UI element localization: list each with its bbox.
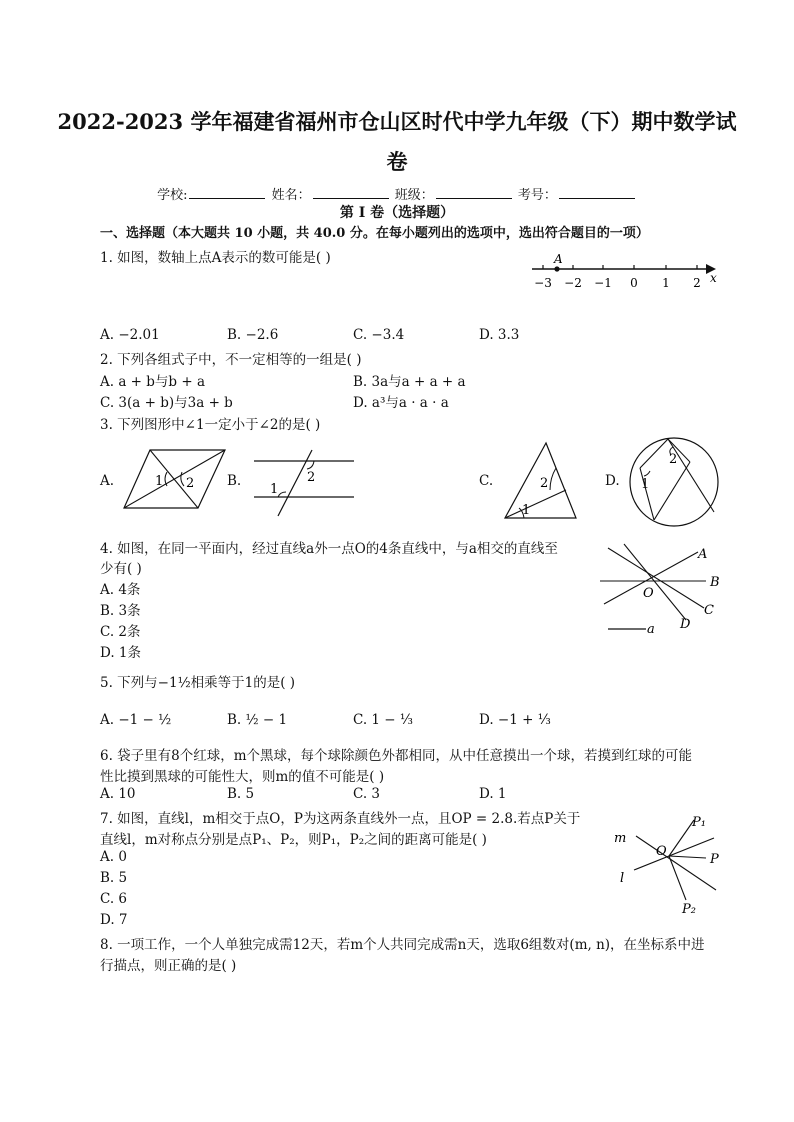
q6-option-d[interactable]: D. 1 <box>479 786 507 802</box>
q3-option-b[interactable]: B. <box>227 473 242 489</box>
q7-stem-line1: 7. 如图，直线l，m相交于点O，P为这两条直线外一点，且OP = 2.8.若点P关于 <box>100 811 581 827</box>
q2-stem: 2. 下列各组式子中，不一定相等的一组是( ) <box>100 352 362 368</box>
q4-label-c: C <box>704 603 714 618</box>
q7-label-l: l <box>620 871 625 886</box>
q1-option-d[interactable]: D. 3.3 <box>479 327 520 343</box>
q1-point-a <box>554 266 559 271</box>
q3-option-c[interactable]: C. <box>479 473 494 489</box>
q8-stem-line1: 8. 一项工作，一个人单独完成需12天，若m个人共同完成需n天，选取6组数对(m, n)，在坐标系中进 <box>100 937 705 953</box>
q6-stem-line2: 性比摸到黑球的可能性大，则m的值不可能是( ) <box>100 769 385 785</box>
q4-label-b: B <box>710 575 720 590</box>
q7-option-d[interactable]: D. 7 <box>100 912 128 928</box>
q1-tick-label: 1 <box>662 276 670 290</box>
q1-axis-var: x <box>710 271 717 285</box>
q1-tick-label: −1 <box>594 276 612 290</box>
exam-no-blank <box>559 186 635 199</box>
q3c-angle-2: 2 <box>540 476 549 491</box>
part-heading: 一、选择题（本大题共 10 小题，共 40.0 分。在每小题列出的选项中，选出符合题目的一项） <box>100 226 649 241</box>
q4-stem-line1: 4. 如图，在同一平面内，经过直线a外一点O的4条直线中，与a相交的直线至 <box>100 541 558 557</box>
q7-label-p: P <box>710 852 719 867</box>
q1-tick-label: −2 <box>564 276 582 290</box>
q4-option-b[interactable]: B. 3条 <box>100 603 141 619</box>
q4-option-c[interactable]: C. 2条 <box>100 624 141 640</box>
q6-stem-line1: 6. 袋子里有8个红球，m个黑球，每个球除颜色外都相同，从中任意摸出一个球，若摸到红球的可能 <box>100 748 693 764</box>
page-title-continued: 卷 <box>386 149 408 174</box>
q3-option-a[interactable]: A. <box>100 473 115 489</box>
q7-label-o: O <box>656 844 667 859</box>
q7-label-p1: P₁ <box>692 815 706 830</box>
q5-option-c[interactable]: C. 1 − ⅓ <box>353 712 413 728</box>
q6-option-c[interactable]: C. 3 <box>353 786 381 802</box>
q3-figure-b-parallel-lines <box>250 448 360 520</box>
q3-figure-a-parallelogram <box>120 444 230 516</box>
q1-tick-label: −3 <box>534 276 552 290</box>
q1-stem: 1. 如图，数轴上点A表示的数可能是( ) <box>100 250 331 266</box>
q1-option-a[interactable]: A. −2.01 <box>100 327 160 343</box>
q5-option-d[interactable]: D. −1 + ⅓ <box>479 712 551 728</box>
q1-number-line <box>528 252 728 296</box>
page-title: 2022-2023 学年福建省福州市仓山区时代中学九年级（下）期中数学试 <box>57 109 737 134</box>
q6-option-b[interactable]: B. 5 <box>227 786 255 802</box>
q6-option-a[interactable]: A. 10 <box>100 786 136 802</box>
class-blank <box>436 186 512 199</box>
q7-stem-line2: 直线l，m对称点分别是点P₁、P₂，则P₁，P₂之间的距离可能是( ) <box>100 832 487 848</box>
q2-option-b[interactable]: B. 3a与a + a + a <box>353 374 466 390</box>
q3d-angle-2: 2 <box>669 452 678 467</box>
q5-option-b[interactable]: B. ½ − 1 <box>227 712 288 728</box>
q7-option-b[interactable]: B. 5 <box>100 870 128 886</box>
q4-figure-lines-through-o <box>596 540 726 640</box>
q2-option-c[interactable]: C. 3(a + b)与3a + b <box>100 395 233 411</box>
q3d-angle-1: 1 <box>641 477 650 492</box>
q4-option-a[interactable]: A. 4条 <box>100 582 141 598</box>
q2-option-d[interactable]: D. a³与a · a · a <box>353 395 449 411</box>
q3a-angle-2: 2 <box>186 476 195 491</box>
q4-label-a: A <box>698 547 708 562</box>
q4-stem-line2: 少有( ) <box>100 561 142 577</box>
q3-stem: 3. 下列图形中∠1一定小于∠2的是( ) <box>100 417 321 433</box>
q4-option-d[interactable]: D. 1条 <box>100 645 142 661</box>
q3c-angle-1: 1 <box>522 503 531 518</box>
q1-option-c[interactable]: C. −3.4 <box>353 327 405 343</box>
name-blank <box>313 186 389 199</box>
q7-figure-reflection <box>606 810 730 920</box>
q4-label-line-a: a <box>647 622 655 637</box>
q3b-angle-1: 1 <box>270 482 279 497</box>
q3-figure-d-circle <box>624 434 726 532</box>
q7-label-m: m <box>614 831 627 846</box>
q2-option-a[interactable]: A. a + b与b + a <box>100 374 206 390</box>
q3b-angle-2: 2 <box>307 470 316 485</box>
student-info-line <box>0 184 794 203</box>
q1-tick-label: 2 <box>693 276 701 290</box>
q3a-angle-1: 1 <box>155 474 164 489</box>
q8-stem-line2: 行描点，则正确的是( ) <box>100 958 237 974</box>
school-label: 学校: <box>157 188 188 203</box>
q1-tick-label: 0 <box>630 276 638 290</box>
q4-label-o: O <box>643 586 654 601</box>
q4-label-d: D <box>680 617 691 632</box>
q5-option-a[interactable]: A. −1 − ½ <box>100 712 172 728</box>
name-label: 姓名： <box>271 188 311 203</box>
class-label: 班级： <box>394 188 434 203</box>
q7-option-a[interactable]: A. 0 <box>100 849 127 865</box>
q1-point-label: A <box>554 252 563 266</box>
exam-no-label: 考号： <box>517 188 557 203</box>
school-blank <box>189 186 265 199</box>
q3-option-d[interactable]: D. <box>605 473 620 489</box>
q7-label-p2: P₂ <box>682 902 696 917</box>
section-title: 第 I 卷（选择题） <box>339 205 455 221</box>
q5-stem: 5. 下列与−1½相乘等于1的是( ) <box>100 675 296 691</box>
q3-figure-c-triangle <box>500 440 582 522</box>
q7-option-c[interactable]: C. 6 <box>100 891 128 907</box>
q1-option-b[interactable]: B. −2.6 <box>227 327 279 343</box>
